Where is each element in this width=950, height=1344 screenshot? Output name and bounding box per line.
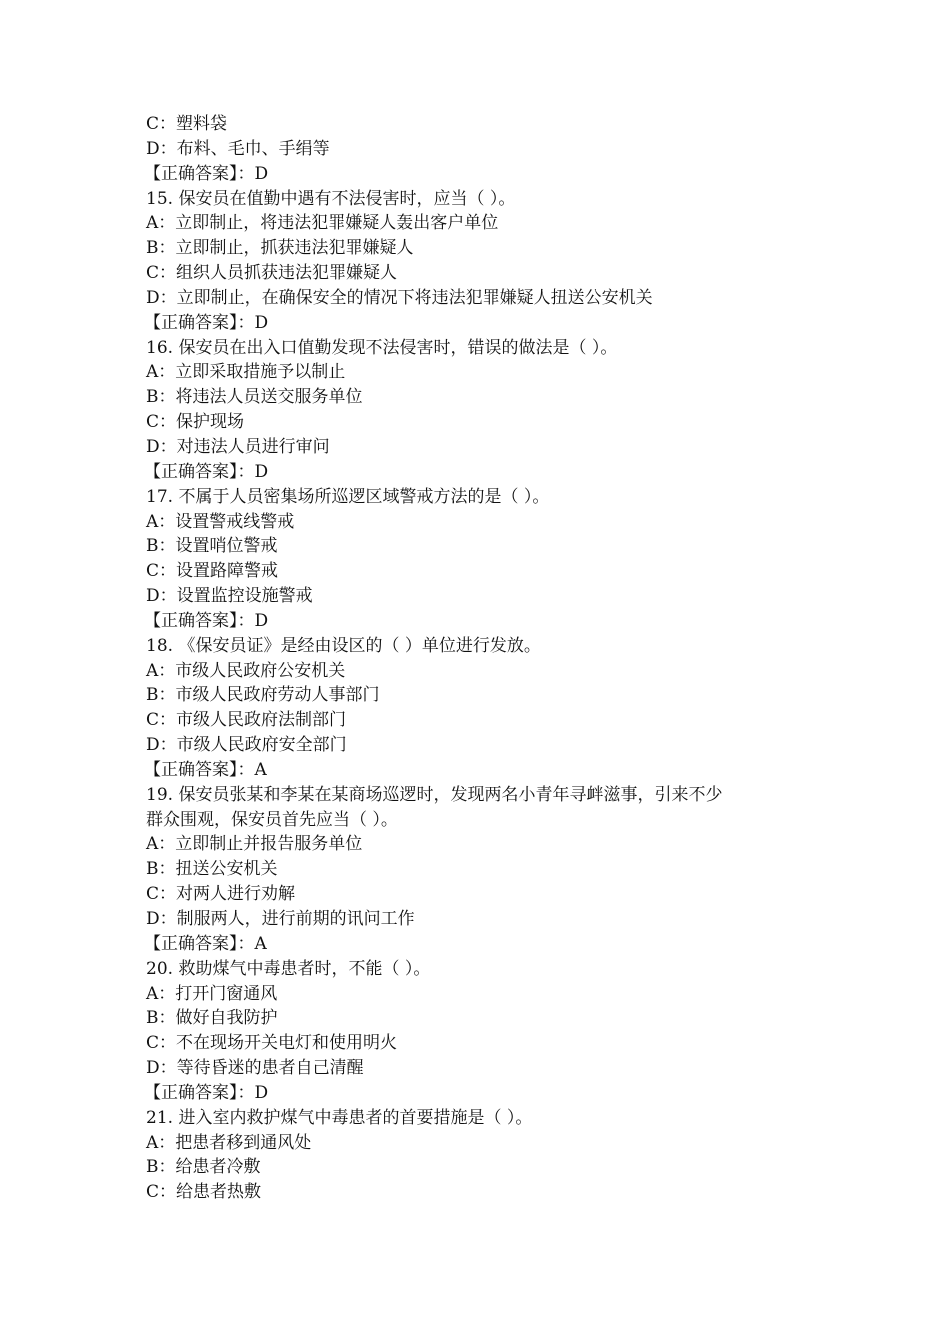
option-d: D：立即制止，在确保安全的情况下将违法犯罪嫌疑人扭送公安机关: [146, 287, 653, 308]
question-16: [146, 336, 826, 485]
option-c: C：不在现场开关电灯和使用明火: [146, 1033, 398, 1054]
option-d: D：制服两人，进行前期的讯问工作: [146, 909, 415, 929]
option-c: C：塑料袋: [146, 114, 228, 134]
option-a: A：立即制止并报告服务单位: [146, 834, 363, 855]
option-a: A：设置警戒线警戒: [146, 511, 295, 532]
document-page: [146, 112, 826, 1205]
option-b: B：将违法人员送交服务单位: [146, 387, 363, 408]
option-a: A：市级人民政府公安机关: [146, 660, 346, 681]
option-c: C：设置路障警戒: [146, 561, 279, 582]
question-18: [146, 634, 826, 783]
question-stem-line-1: 19. 保安员张某和李某在某商场巡逻时，发现两名小青年寻衅滋事，引来不少: [146, 784, 723, 805]
option-b: B：立即制止，抓获违法犯罪嫌疑人: [146, 238, 414, 259]
correct-answer: 【正确答案】：D: [144, 312, 269, 333]
question-15: [146, 187, 826, 336]
option-d: D：等待昏迷的患者自己清醒: [146, 1058, 364, 1079]
option-d: D：设置监控设施警戒: [146, 586, 313, 607]
option-b: B：做好自我防护: [146, 1008, 278, 1029]
correct-answer: 【正确答案】：D: [144, 610, 269, 631]
question-stem: 17. 不属于人员密集场所巡逻区域警戒方法的是（ ）。: [146, 486, 550, 507]
option-c: C：对两人进行劝解: [146, 884, 296, 905]
option-b: B：市级人民政府劳动人事部门: [146, 685, 380, 706]
question-stem: 18. 《保安员证》是经由设区的（ ）单位进行发放。: [146, 635, 541, 656]
question-stem: 20. 救助煤气中毒患者时，不能（ ）。: [146, 958, 431, 979]
option-c: C：组织人员抓获违法犯罪嫌疑人: [146, 263, 398, 284]
question-stem: 21. 进入室内救护煤气中毒患者的首要措施是（ ）。: [146, 1107, 533, 1128]
correct-answer: 【正确答案】：A: [144, 759, 267, 780]
question-17: [146, 485, 826, 634]
option-a: A：把患者移到通风处: [146, 1132, 312, 1153]
option-d: D：对违法人员进行审问: [146, 436, 330, 457]
option-c: C：保护现场: [146, 412, 245, 433]
option-c: C：市级人民政府法制部门: [146, 710, 347, 731]
question-14-continuation: [146, 112, 826, 187]
question-stem-line-2: 群众围观，保安员首先应当（ ）。: [146, 809, 398, 830]
question-20: [146, 957, 826, 1106]
option-b: B：扭送公安机关: [146, 859, 278, 880]
option-a: A：立即采取措施予以制止: [146, 362, 346, 383]
option-b: B：给患者冷敷: [146, 1157, 261, 1178]
option-d: D：市级人民政府安全部门: [146, 735, 347, 756]
correct-answer: 【正确答案】：D: [144, 163, 269, 184]
question-stem: 15. 保安员在值勤中遇有不法侵害时，应当（ ）。: [146, 188, 516, 209]
correct-answer: 【正确答案】：D: [144, 461, 269, 482]
correct-answer: 【正确答案】：D: [144, 1082, 269, 1103]
option-b: B：设置哨位警戒: [146, 536, 278, 557]
question-19: [146, 783, 826, 957]
option-d: D：布料、毛巾、手绢等: [146, 138, 330, 159]
question-stem: 16. 保安员在出入口值勤发现不法侵害时，错误的做法是（ ）。: [146, 337, 618, 358]
correct-answer: 【正确答案】：A: [144, 933, 267, 954]
option-c: C：给患者热敷: [146, 1182, 262, 1203]
option-a: A：立即制止，将违法犯罪嫌疑人轰出客户单位: [146, 213, 499, 234]
question-21: [146, 1106, 826, 1205]
option-a: A：打开门窗通风: [146, 983, 278, 1004]
